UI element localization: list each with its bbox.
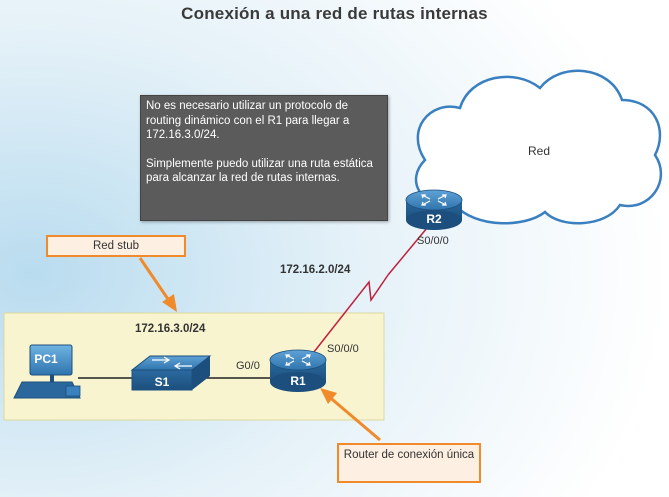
r2-label: R2 bbox=[426, 212, 442, 226]
s1-label: S1 bbox=[154, 375, 170, 389]
callout-text-1: No es necesario utilizar un protocolo de routing dinámico con el R1 para llegar a 172.16.3.0/24. bbox=[146, 100, 350, 141]
info-callout bbox=[140, 95, 388, 221]
r1-serial-label: S0/0/0 bbox=[327, 343, 359, 355]
r2-interface-label: S0/0/0 bbox=[417, 235, 449, 247]
switch-icon bbox=[132, 356, 210, 390]
page-title: Conexión a una red de rutas internas bbox=[181, 4, 488, 23]
wan-network-label: 172.16.2.0/24 bbox=[280, 264, 351, 276]
lan-network-label: 172.16.3.0/24 bbox=[135, 323, 206, 335]
router-note: Router de conexión única bbox=[337, 443, 481, 483]
r1-gigabit-label: G0/0 bbox=[236, 360, 260, 372]
r1-label: R1 bbox=[290, 374, 306, 388]
stub-note: Red stub bbox=[46, 235, 186, 257]
pc1-label: PC1 bbox=[34, 352, 58, 366]
callout-text-2: Simplemente puedo utilizar una ruta estática para alcanzar la red de rutas internas. bbox=[146, 157, 373, 184]
cloud-label: Red bbox=[528, 144, 551, 158]
